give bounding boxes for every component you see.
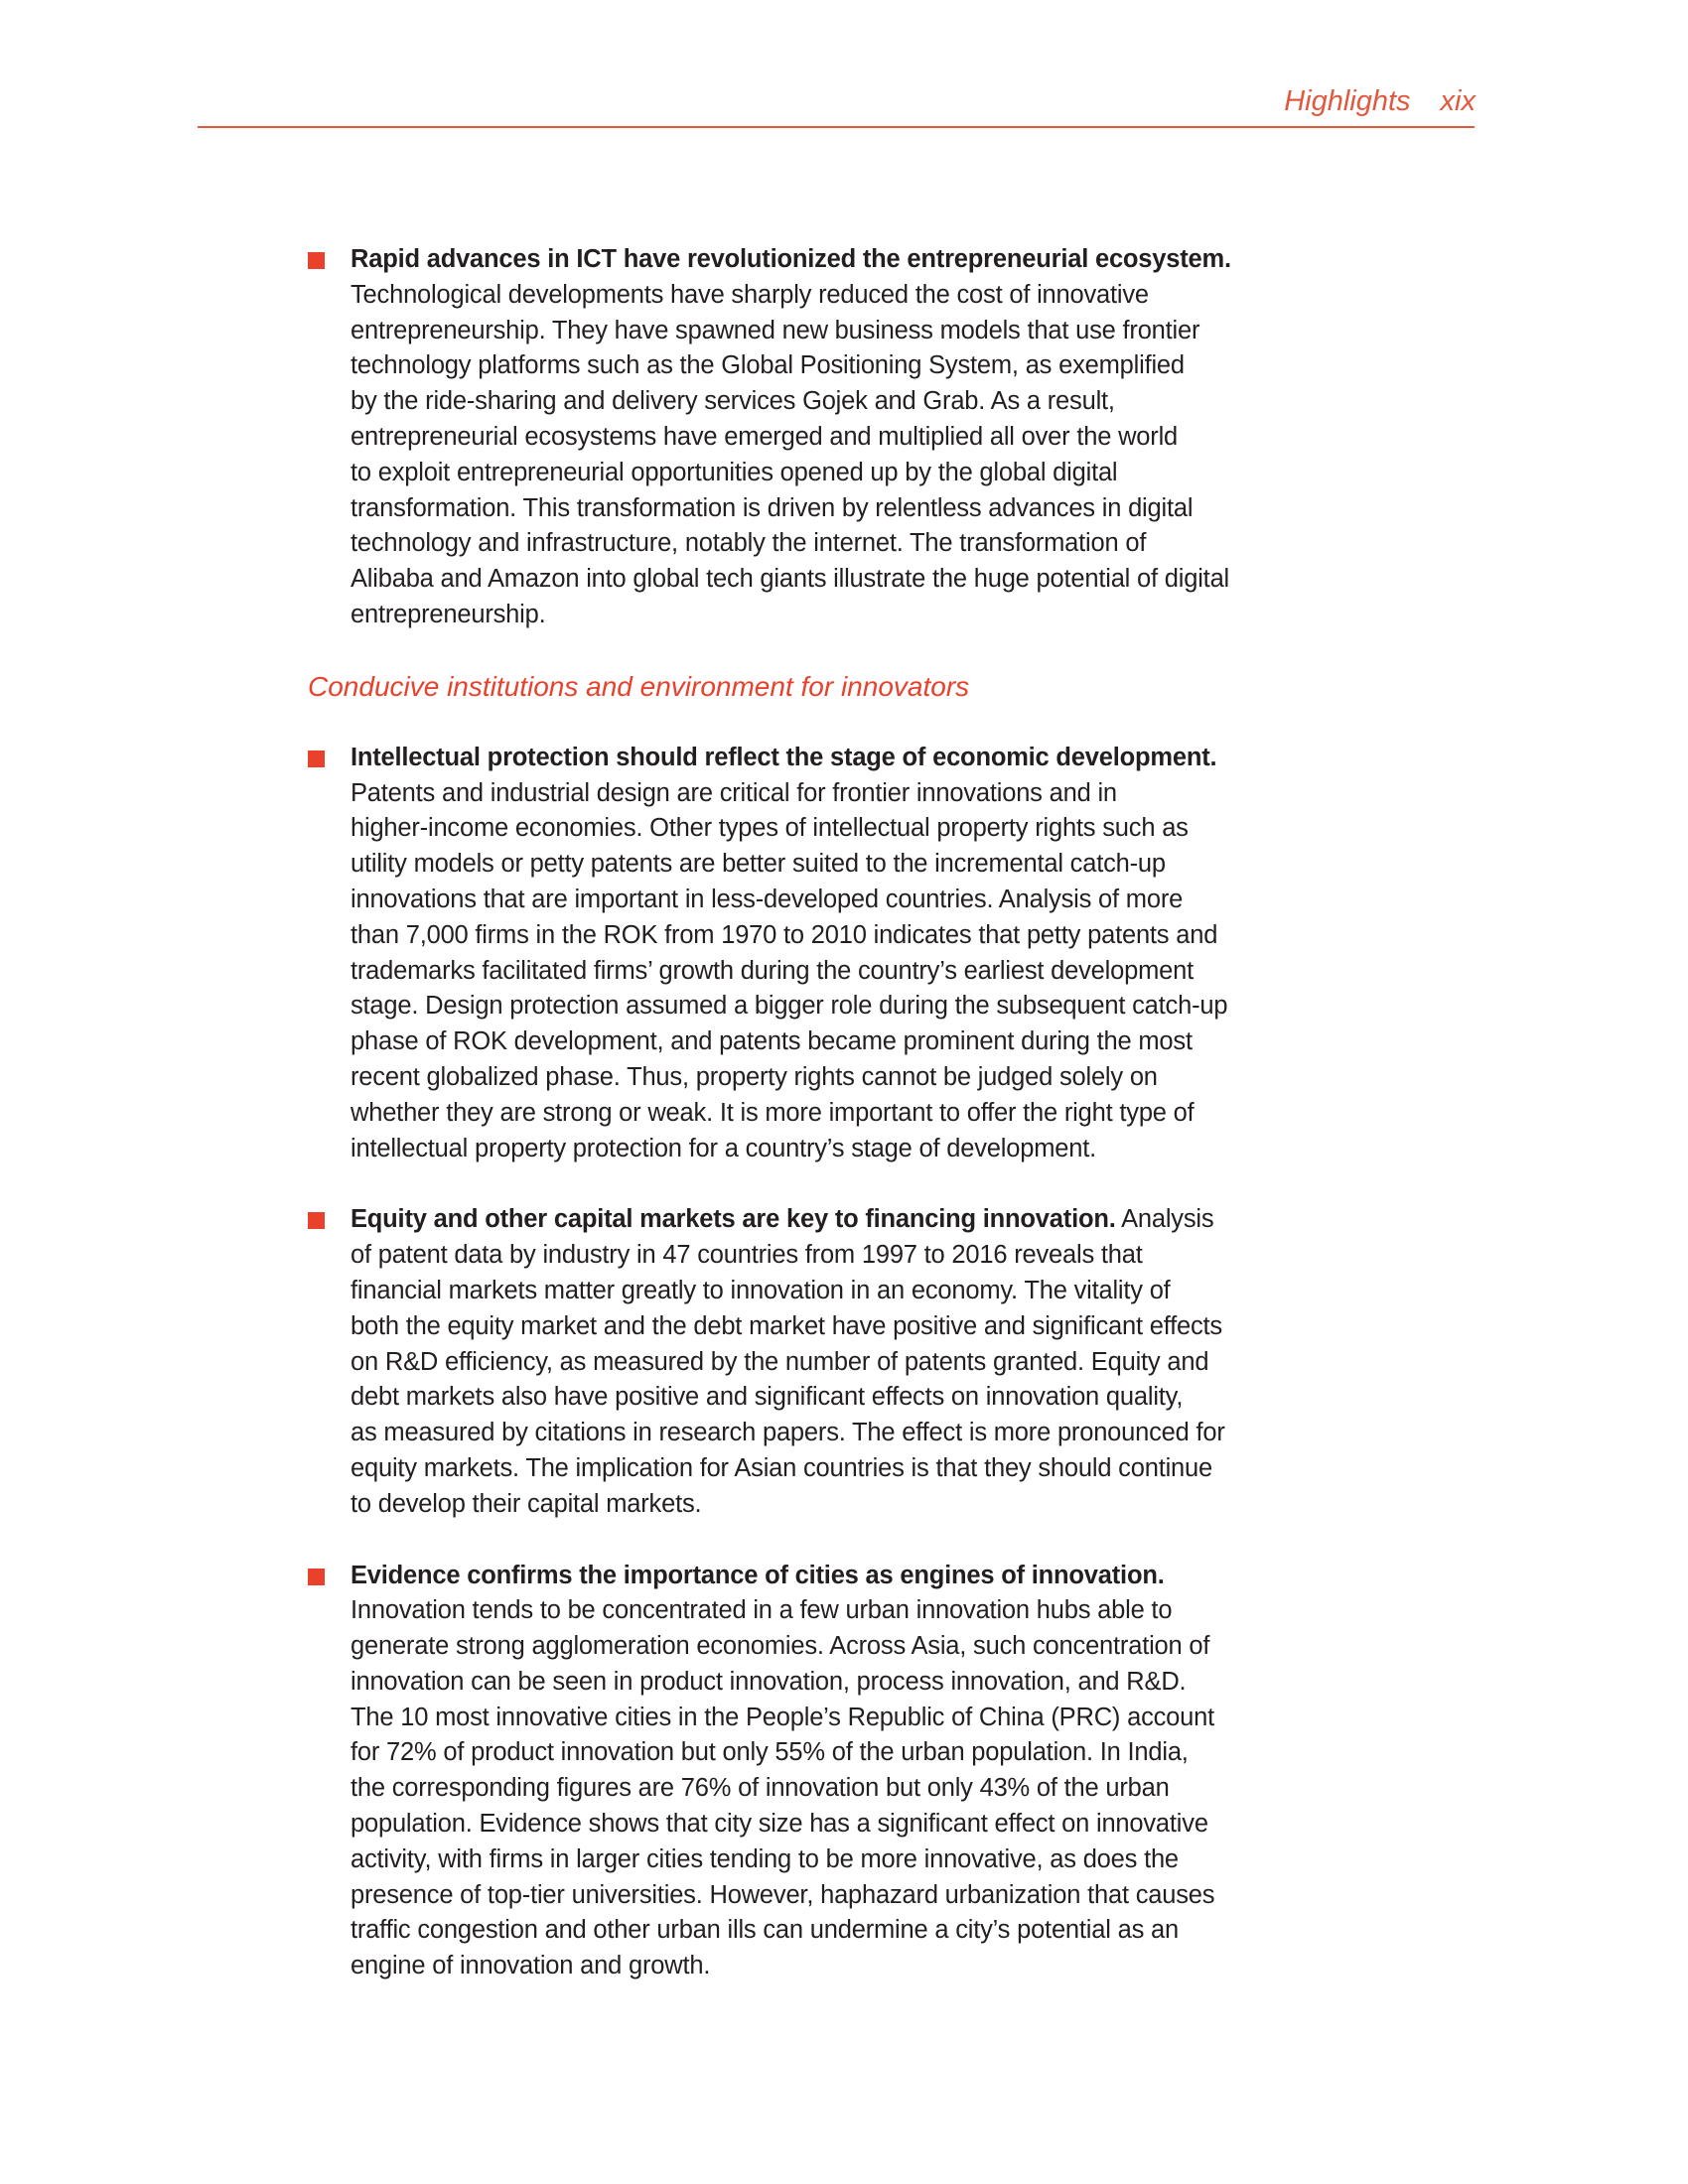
text-line: [351, 741, 1400, 776]
running-header: [1284, 85, 1476, 118]
section-heading: Conducive institutions and environment for innovators: [308, 670, 970, 702]
text-line: both the equity market and the debt market have positive and significant effects: [351, 1311, 1222, 1340]
text-line: financial markets matter greatly to innovation in an economy. The vitality of: [351, 1276, 1171, 1304]
text-line: of patent data by industry in 47 countries from 1997 to 2016 reveals that: [351, 1241, 1143, 1270]
text-line: [351, 242, 1400, 278]
text-line: technology and infrastructure, notably the internet. The transformation of: [351, 529, 1147, 558]
bullet-square-icon: [308, 751, 325, 767]
header-rule: [198, 126, 1475, 128]
text-line: activity, with firms in larger cities tending to be more innovative, as does the: [351, 1844, 1179, 1873]
text-line: Technological developments have sharply reduced the cost of innovative: [351, 280, 1149, 309]
text-line: [351, 1202, 1400, 1238]
text-line: whether they are strong or weak. It is more important to offer the right type of: [351, 1098, 1195, 1127]
text-line: entrepreneurship.: [351, 600, 546, 628]
bullet-square-icon: [308, 252, 325, 269]
bullet-item: [308, 242, 1400, 633]
bullet-item: [308, 1559, 1400, 1985]
text-line: phase of ROK development, and patents became prominent during the most: [351, 1027, 1193, 1056]
text-line: [351, 1559, 1400, 1594]
text-line: on R&D efficiency, as measured by the number of patents granted. Equity and: [351, 1347, 1209, 1376]
heading-tail: Analysis: [1115, 1205, 1214, 1234]
text-line: debt markets also have positive and significant effects on innovation quality,: [351, 1383, 1184, 1412]
text-line: innovation can be seen in product innovation, process innovation, and R&D.: [351, 1667, 1187, 1696]
bullet-square-icon: [308, 1569, 325, 1585]
text-line: for 72% of product innovation but only 55% of the urban population. In India,: [351, 1738, 1189, 1767]
text-line: to develop their capital markets.: [351, 1489, 702, 1518]
bullet-item: [308, 1202, 1400, 1522]
text-line: entrepreneurial ecosystems have emerged and multiplied all over the world: [351, 422, 1179, 451]
text-line: innovations that are important in less-developed countries. Analysis of more: [351, 885, 1184, 913]
text-line: traffic congestion and other urban ills can undermine a city’s potential as an: [351, 1916, 1179, 1945]
text-line: than 7,000 firms in the ROK from 1970 to 2010 indicates that petty patents and: [351, 920, 1218, 949]
bullet-heading: Intellectual protection should reflect the stage of economic development.: [351, 743, 1217, 771]
text-line: the corresponding figures are 76% of innovation but only 43% of the urban: [351, 1774, 1170, 1803]
bullet-heading: Equity and other capital markets are key to financing innovation.: [351, 1205, 1116, 1234]
bullet-item: [308, 741, 1400, 1167]
text-line: equity markets. The implication for Asian countries is that they should continue: [351, 1453, 1212, 1482]
text-line: generate strong agglomeration economies. Across Asia, such concentration of: [351, 1632, 1210, 1661]
text-line: The 10 most innovative cities in the People’s Republic of China (PRC) account: [351, 1703, 1215, 1731]
text-line: Innovation tends to be concentrated in a few urban innovation hubs able to: [351, 1596, 1173, 1625]
text-line: to exploit entrepreneurial opportunities opened up by the global digital: [351, 458, 1118, 486]
bullet-square-icon: [308, 1212, 325, 1229]
text-line: trademarks facilitated firms’ growth during the country’s earliest development: [351, 956, 1194, 985]
text-line: recent globalized phase. Thus, property rights cannot be judged solely on: [351, 1062, 1158, 1091]
text-line: Patents and industrial design are critical for frontier innovations and in: [351, 778, 1117, 807]
page-number: xix: [1440, 85, 1476, 117]
text-line: population. Evidence shows that city size has a significant effect on innovative: [351, 1810, 1208, 1839]
bullet-heading: Evidence confirms the importance of cities as engines of innovation.: [351, 1561, 1165, 1589]
text-line: technology platforms such as the Global Positioning System, as exemplified: [351, 351, 1185, 380]
text-line: engine of innovation and growth.: [351, 1952, 711, 1980]
text-line: intellectual property protection for a country’s stage of development.: [351, 1134, 1096, 1162]
text-line: Alibaba and Amazon into global tech giants illustrate the huge potential of digital: [351, 565, 1230, 594]
text-line: utility models or petty patents are better suited to the incremental catch-up: [351, 850, 1166, 879]
text-line: higher-income economies. Other types of intellectual property rights such as: [351, 814, 1189, 843]
text-line: presence of top-tier universities. However, haphazard urbanization that causes: [351, 1880, 1215, 1909]
header-title: Highlights: [1284, 85, 1411, 117]
text-line: stage. Design protection assumed a bigger role during the subsequent catch-up: [351, 992, 1228, 1021]
text-line: entrepreneurship. They have spawned new business models that use frontier: [351, 316, 1200, 344]
content: [308, 242, 1400, 2020]
text-line: as measured by citations in research papers. The effect is more pronounced for: [351, 1419, 1225, 1447]
text-line: transformation. This transformation is driven by relentless advances in digital: [351, 493, 1194, 522]
bullet-heading: Rapid advances in ICT have revolutionized the entrepreneurial ecosystem.: [351, 245, 1231, 273]
text-line: by the ride-sharing and delivery services Gojek and Grab. As a result,: [351, 387, 1115, 416]
